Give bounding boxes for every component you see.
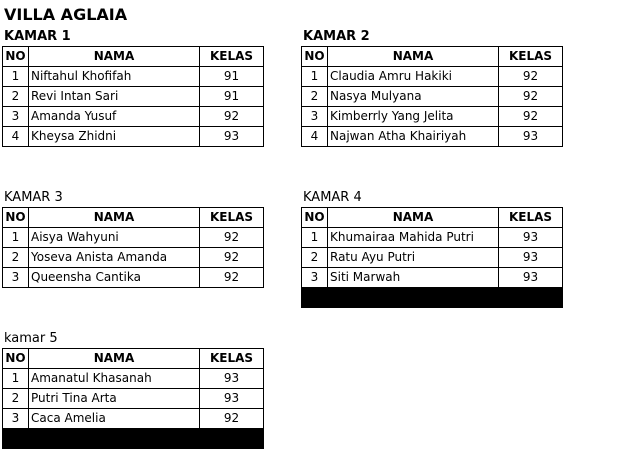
room-label-kamar-5: kamar 5 — [4, 331, 58, 346]
header-kelas: KELAS — [499, 208, 563, 228]
cell-no: 3 — [3, 107, 29, 127]
room-label-kamar-2: KAMAR 2 — [303, 29, 370, 44]
cell-no: 3 — [3, 409, 29, 429]
header-kelas: KELAS — [200, 349, 264, 369]
cell-nama: Queensha Cantika — [29, 268, 200, 288]
header-no: NO — [3, 208, 29, 228]
header-nama: NAMA — [29, 349, 200, 369]
cell-nama: Nasya Mulyana — [328, 87, 499, 107]
cell-no: 3 — [3, 268, 29, 288]
cell-kelas: 93 — [499, 248, 563, 268]
room-label-kamar-3: KAMAR 3 — [4, 190, 63, 205]
table-row — [302, 107, 563, 127]
room-table-kamar-5 — [2, 348, 264, 449]
cell-kelas: 93 — [499, 268, 563, 288]
cell-kelas: 92 — [499, 87, 563, 107]
cell-nama: Najwan Atha Khairiyah — [328, 127, 499, 147]
table-row — [3, 228, 264, 248]
table-row — [3, 87, 264, 107]
room-table-kamar-1 — [2, 46, 264, 147]
header-no: NO — [3, 349, 29, 369]
table-row — [302, 228, 563, 248]
header-kelas: KELAS — [499, 47, 563, 67]
cell-no: 2 — [3, 389, 29, 409]
header-kelas: KELAS — [200, 47, 264, 67]
header-no: NO — [302, 208, 328, 228]
filled-cell — [499, 288, 563, 308]
cell-no: 4 — [3, 127, 29, 147]
room-table-kamar-3 — [2, 207, 264, 288]
filled-cell — [200, 429, 264, 449]
header-nama: NAMA — [328, 208, 499, 228]
cell-kelas: 92 — [200, 248, 264, 268]
filled-row — [302, 288, 563, 308]
table-row — [3, 248, 264, 268]
cell-kelas: 92 — [200, 228, 264, 248]
cell-kelas: 92 — [200, 107, 264, 127]
table-header-row — [302, 47, 563, 67]
cell-nama: Khumairaa Mahida Putri — [328, 228, 499, 248]
filled-cell — [3, 429, 29, 449]
table-header-row — [3, 47, 264, 67]
cell-nama: Putri Tina Arta — [29, 389, 200, 409]
cell-no: 3 — [302, 268, 328, 288]
room-label-kamar-4: KAMAR 4 — [303, 190, 362, 205]
cell-nama: Niftahul Khofifah — [29, 67, 200, 87]
cell-kelas: 93 — [499, 228, 563, 248]
cell-no: 3 — [302, 107, 328, 127]
header-nama: NAMA — [29, 47, 200, 67]
cell-no: 4 — [302, 127, 328, 147]
cell-nama: Caca Amelia — [29, 409, 200, 429]
table-row — [302, 67, 563, 87]
cell-kelas: 91 — [200, 87, 264, 107]
table-header-row — [3, 208, 264, 228]
cell-kelas: 93 — [200, 369, 264, 389]
table-row — [302, 268, 563, 288]
cell-kelas: 93 — [200, 127, 264, 147]
cell-kelas: 93 — [200, 389, 264, 409]
cell-no: 2 — [3, 248, 29, 268]
cell-no: 1 — [3, 228, 29, 248]
table-row — [3, 67, 264, 87]
room-table-kamar-4 — [301, 207, 563, 308]
cell-nama: Amanda Yusuf — [29, 107, 200, 127]
header-kelas: KELAS — [200, 208, 264, 228]
table-row — [3, 127, 264, 147]
cell-no: 2 — [302, 87, 328, 107]
table-row — [3, 389, 264, 409]
table-header-row — [302, 208, 563, 228]
page-title: VILLA AGLAIA — [4, 5, 128, 24]
filled-cell — [302, 288, 328, 308]
cell-no: 1 — [3, 369, 29, 389]
header-nama: NAMA — [29, 208, 200, 228]
table-header-row — [3, 349, 264, 369]
cell-nama: Aisya Wahyuni — [29, 228, 200, 248]
filled-cell — [328, 288, 499, 308]
header-no: NO — [302, 47, 328, 67]
table-row — [302, 127, 563, 147]
header-no: NO — [3, 47, 29, 67]
cell-no: 1 — [302, 67, 328, 87]
cell-no: 1 — [302, 228, 328, 248]
cell-kelas: 92 — [499, 67, 563, 87]
cell-no: 2 — [3, 87, 29, 107]
room-table-kamar-2 — [301, 46, 563, 147]
cell-no: 2 — [302, 248, 328, 268]
table-row — [3, 268, 264, 288]
cell-nama: Ratu Ayu Putri — [328, 248, 499, 268]
cell-nama: Siti Marwah — [328, 268, 499, 288]
table-row — [3, 107, 264, 127]
cell-kelas: 91 — [200, 67, 264, 87]
cell-nama: Revi Intan Sari — [29, 87, 200, 107]
table-row — [3, 369, 264, 389]
room-label-kamar-1: KAMAR 1 — [4, 29, 71, 44]
cell-no: 1 — [3, 67, 29, 87]
filled-row — [3, 429, 264, 449]
table-row — [302, 248, 563, 268]
cell-nama: Kheysa Zhidni — [29, 127, 200, 147]
cell-kelas: 92 — [200, 409, 264, 429]
cell-nama: Claudia Amru Hakiki — [328, 67, 499, 87]
cell-nama: Amanatul Khasanah — [29, 369, 200, 389]
header-nama: NAMA — [328, 47, 499, 67]
table-row — [3, 409, 264, 429]
cell-kelas: 93 — [499, 127, 563, 147]
filled-cell — [29, 429, 200, 449]
cell-nama: Kimberrly Yang Jelita — [328, 107, 499, 127]
table-row — [302, 87, 563, 107]
cell-kelas: 92 — [200, 268, 264, 288]
cell-nama: Yoseva Anista Amanda — [29, 248, 200, 268]
cell-kelas: 92 — [499, 107, 563, 127]
